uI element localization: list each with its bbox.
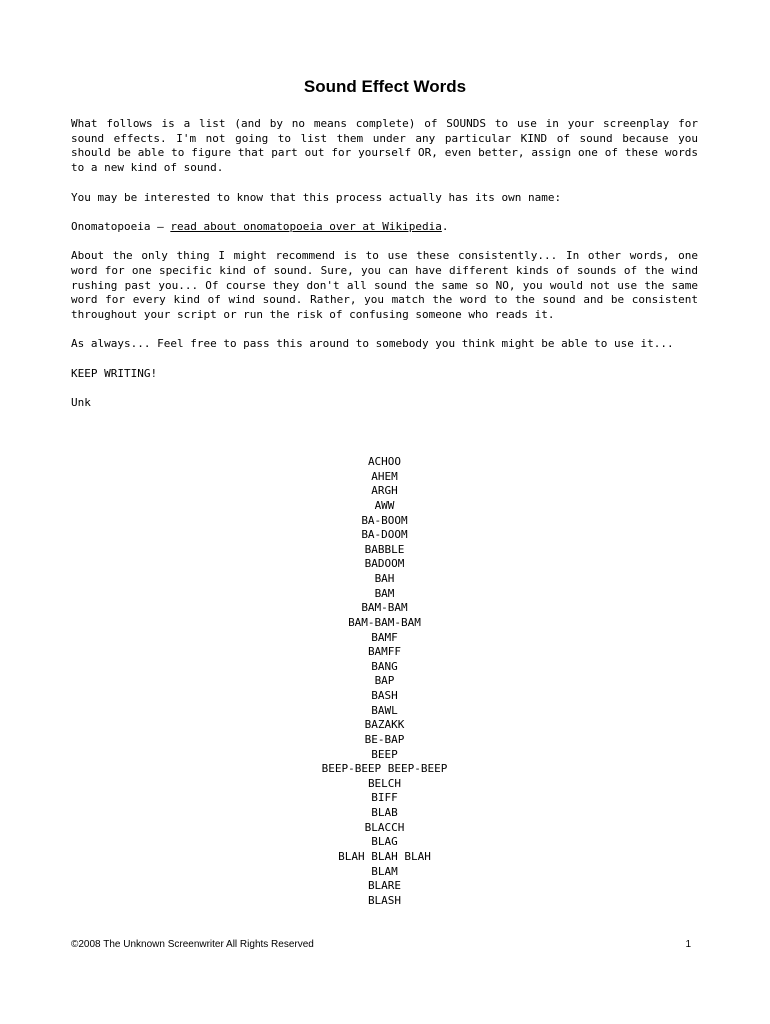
sound-word-item: BASH <box>371 689 398 702</box>
sound-word-item: BAH <box>374 572 395 585</box>
sound-word-list <box>71 455 698 908</box>
footer-copyright: ©2008 The Unknown Screenwriter All Rights Reserved <box>71 939 314 950</box>
sound-word-item: BLARE <box>367 879 402 893</box>
intro-paragraph: What follows is a list (and by no means complete) of SOUNDS to use in your screenplay for sound effects. I'm not going to list them under any particular KIND of sound because you should be able to figure that part out for yourself OR, even better, assign one of these words to a new kind of sound. <box>71 117 698 175</box>
sound-word-item: BABBLE <box>364 542 405 556</box>
onomatopoeia-paragraph <box>71 220 698 235</box>
sound-word-item: BEEP-BEEP BEEP-BEEP <box>321 762 448 776</box>
sound-word-item: BA-DOOM <box>361 528 408 542</box>
onomatopoeia-suffix: . <box>441 219 449 233</box>
sound-word-item: ACHOO <box>367 455 402 468</box>
sound-word-item: BAMF <box>371 630 398 644</box>
sound-word-item: BLASH <box>367 893 402 907</box>
sound-word-item: BAMFF <box>367 645 402 659</box>
page-number: 1 <box>685 939 691 950</box>
sound-word-item: BLAH BLAH BLAH <box>338 849 431 863</box>
sound-word-item: BELCH <box>367 776 402 790</box>
wikipedia-link[interactable]: read about onomatopoeia over at Wikipedia <box>170 219 442 233</box>
sound-word-item: AWW <box>374 498 395 512</box>
sound-word-item: BAM-BAM-BAM <box>348 615 421 629</box>
sound-word-item: BLAM <box>371 864 398 878</box>
sound-word-item: AHEM <box>371 469 398 483</box>
sound-word-item: BLACCH <box>364 820 405 834</box>
body-text <box>71 117 698 426</box>
sound-word-item: BAM <box>374 586 395 600</box>
sound-word-item: BLAG <box>371 835 398 849</box>
sound-word-item: BE-BAP <box>364 732 405 746</box>
sound-word-item: BAWL <box>371 703 398 717</box>
onomatopoeia-label: Onomatopoeia – <box>71 219 171 233</box>
sound-word-item: BIFF <box>371 791 398 805</box>
sound-word-item: BAP <box>374 674 395 688</box>
sound-word-item: BAZAKK <box>364 718 405 732</box>
recommend-paragraph: About the only thing I might recommend is to use these consistently... In other words, one word for one specific kind of sound. Sure, you can have different kinds of sounds of the wind rushing past you... Of course they don't all sound the same so NO, you would not use the same word for every kind of wind sound. Rather, you match the word to the sound and be consistent throughout your script or run the risk of confusing someone who reads it. <box>71 249 698 322</box>
sound-word-item: BEEP <box>371 747 398 761</box>
sound-word-item: ARGH <box>371 484 398 498</box>
pass-around-paragraph: As always... Feel free to pass this around to somebody you think might be able to use it... <box>71 337 674 351</box>
sound-word-item: BLAB <box>371 806 398 819</box>
sound-word-item: BAM-BAM <box>361 601 408 615</box>
process-paragraph: You may be interested to know that this process actually has its own name: <box>71 190 562 204</box>
sound-word-item: BADOOM <box>364 557 405 571</box>
sound-word-item: BA-BOOM <box>361 513 408 527</box>
keep-writing-line: KEEP WRITING! <box>71 366 158 380</box>
signature: Unk <box>71 396 91 410</box>
sound-word-item: BANG <box>371 659 398 673</box>
page-title: Sound Effect Words <box>303 77 467 96</box>
